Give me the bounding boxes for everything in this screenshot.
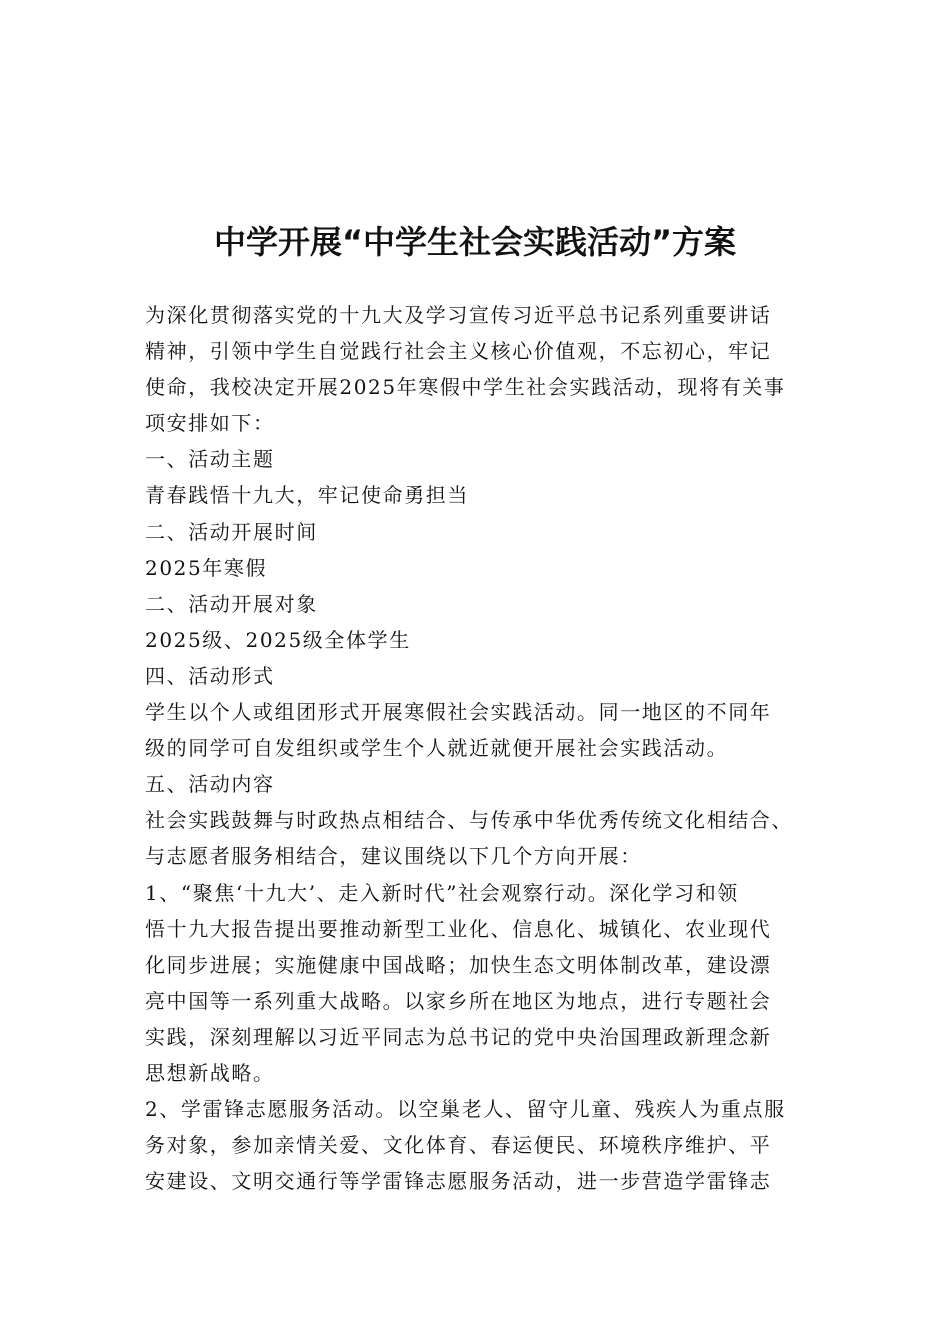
- body-line: 级的同学可自发组织或学生个人就近就便开展社会实践活动。: [145, 736, 729, 761]
- body-line: 思想新战略。: [145, 1060, 275, 1085]
- document-body: [145, 297, 815, 1199]
- section-heading: 二、活动开展时间: [145, 519, 318, 544]
- body-line: 项安排如下：: [145, 411, 275, 436]
- document-title: 中学开展“中学生社会实践活动”方案: [213, 223, 737, 261]
- body-line: 精神，引领中学生自觉践行社会主义核心价值观，不忘初心，牢记: [145, 339, 772, 364]
- body-line: 2025年寒假: [145, 555, 268, 580]
- body-line: 实践，深刻理解以习近平同志为总书记的党中央治国理政新理念新: [145, 1024, 772, 1049]
- body-line: 与志愿者服务相结合，建议围绕以下几个方向开展：: [145, 844, 642, 869]
- section-heading: 四、活动形式: [145, 663, 275, 688]
- body-line: 安建设、文明交通行等学雷锋志愿服务活动，进一步营造学雷锋志: [145, 1169, 772, 1194]
- body-line: 务对象，参加亲情关爱、文化体育、春运便民、环境秩序维护、平: [145, 1133, 772, 1158]
- section-heading: 二、活动开展对象: [145, 591, 318, 616]
- body-line: 青春践悟十九大，牢记使命勇担当: [145, 483, 469, 508]
- section-heading: 五、活动内容: [145, 772, 275, 797]
- body-line: 为深化贯彻落实党的十九大及学习宣传习近平总书记系列重要讲话: [145, 303, 772, 327]
- body-line: 2、学雷锋志愿服务活动。以空巢老人、留守儿童、残疾人为重点服: [145, 1097, 786, 1122]
- body-line: 使命，我校决定开展2025年寒假中学生社会实践活动，现将有关事: [145, 375, 786, 400]
- body-line: 悟十九大报告提出要推动新型工业化、信息化、城镇化、农业现代: [145, 916, 772, 941]
- body-line: 社会实践鼓舞与时政热点相结合、与传承中华优秀传统文化相结合、: [145, 808, 793, 833]
- body-line: 1、“聚焦‘十九大’、走入新时代”社会观察行动。深化学习和领: [145, 880, 739, 905]
- body-line: 学生以个人或组团形式开展寒假社会实践活动。同一地区的不同年: [145, 700, 772, 725]
- section-heading: 一、活动主题: [145, 447, 275, 472]
- body-line: 2025级、2025级全体学生: [145, 627, 411, 652]
- body-line: 亮中国等一系列重大战略。以家乡所在地区为地点，进行专题社会: [145, 988, 772, 1013]
- body-line: 化同步进展；实施健康中国战略；加快生态文明体制改革，建设漂: [145, 952, 772, 977]
